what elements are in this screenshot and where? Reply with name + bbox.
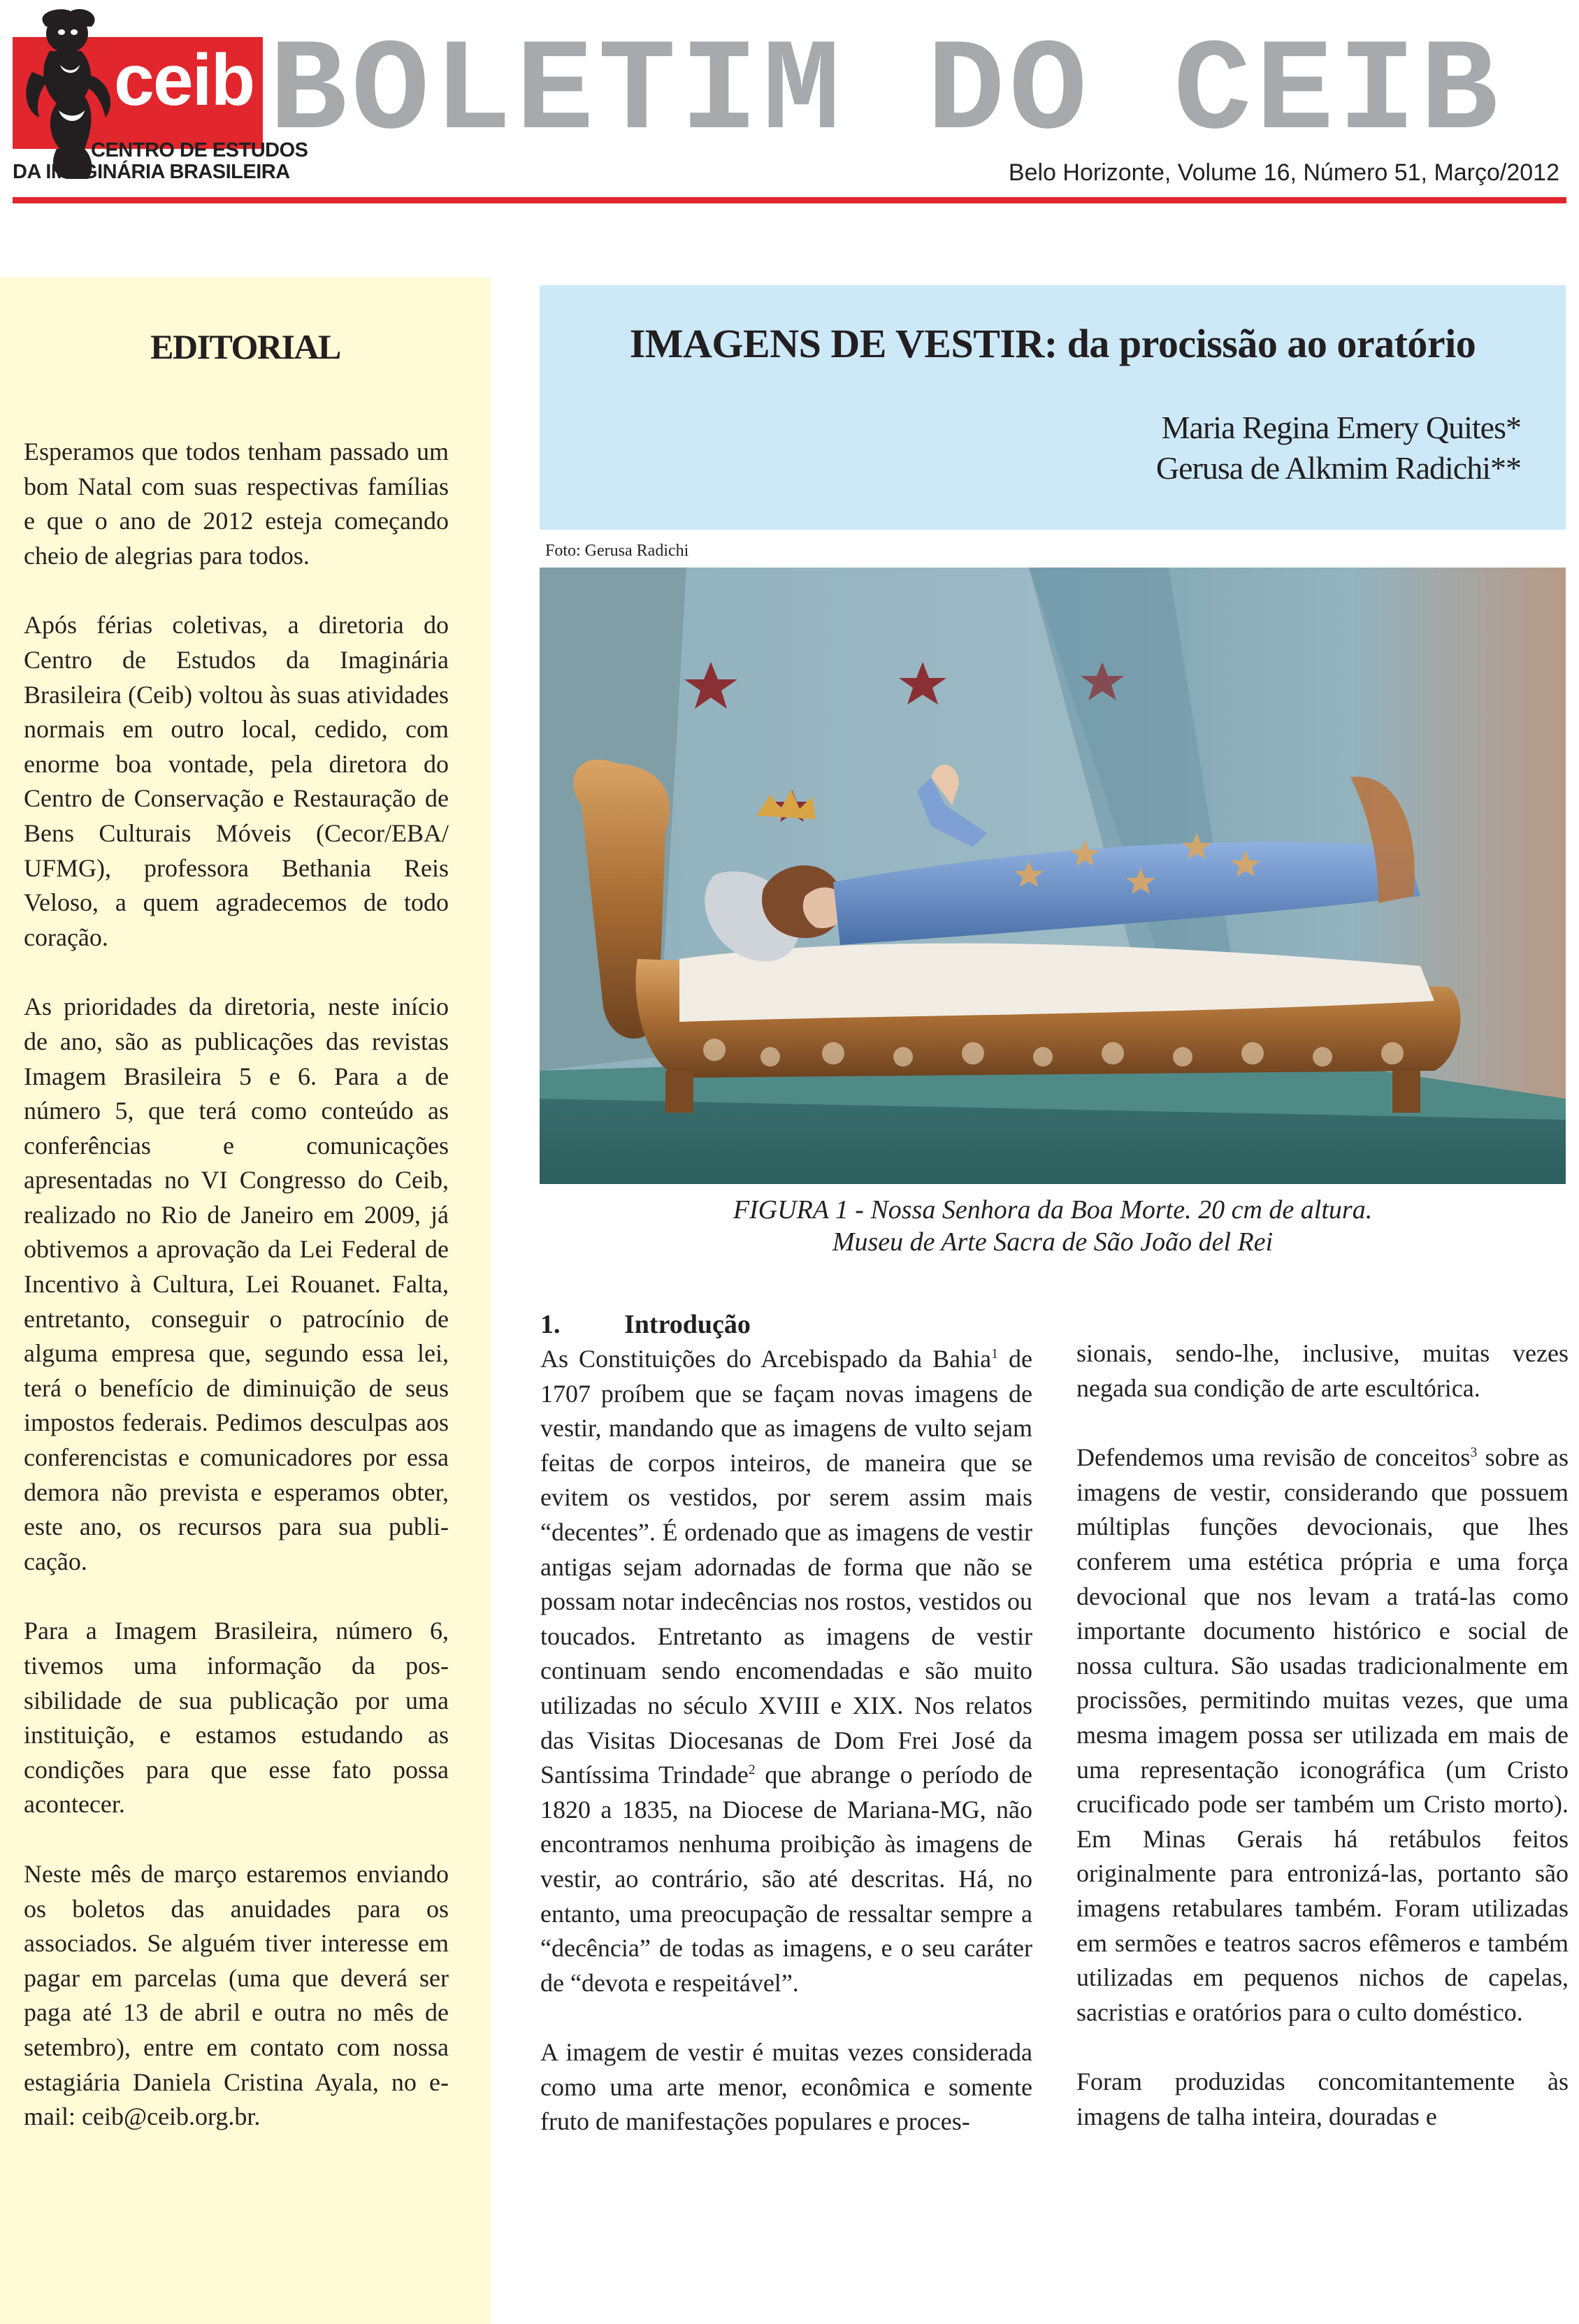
photo-credit: Foto: Gerusa Radichi: [545, 542, 689, 560]
header-rule: [13, 197, 1566, 203]
text-run: Defendemos uma revisão de conceitos: [1076, 1443, 1471, 1472]
caption-line-2: Museu de Arte Sacra de São João del Rei: [832, 1227, 1274, 1257]
editorial-body: [24, 435, 449, 2170]
figure-caption: [540, 1194, 1566, 1258]
text-run: As Constituições do Arcebispado da Bahia: [540, 1345, 992, 1373]
author-name: Maria Regina Emery Quites*: [1161, 410, 1521, 445]
article-column-right: [1076, 1336, 1569, 2169]
footnote-ref: 1: [991, 1346, 998, 1362]
editorial-paragraph: Esperamos que todos tenham passado um bom Natal com suas respectivas famílias e que o ano de 2012 esteja começando cheio de alegrias para todos.: [24, 438, 449, 570]
caption-line-1: FIGURA 1 - Nossa Senhora da Boa Morte. 20 cm de altura.: [733, 1195, 1373, 1225]
editorial-paragraph: Neste mês de março estaremos enviando os boletos das anuidades para os associados. Se alguém tiver interesse em pagar em parcelas (uma que deverá ser paga até 13 de abril e outra no mês de setembro), entre em contato com nossa estagiária Daniela Cristina Ayala, no e-mail: ceib@ceib.org.br.: [24, 1859, 449, 2131]
article-paragraph: sionais, sendo-lhe, inclusive, muitas vezes negada sua condição de arte escultórica.: [1076, 1339, 1569, 1402]
section-title: Introdução: [624, 1310, 751, 1339]
footnote-ref: 3: [1470, 1445, 1478, 1461]
text-run: de 1707 proíbem que se façam novas imagens de vestir, mandando que as imagens de vulto sejam feitas de corpos inteiros, de maneira que se evitem os vestidos, por serem assim mais “decentes”. É ordenado que as imagens de vestir antigas sejam adornadas de forma que não se possam notar indecências nos rostos, vestidos ou toucados. Entretanto as imagens de vestir continuam sendo encomendadas e são muito utilizadas no século XVIII e XIX. Nos relatos das Visitas Diocesanas de Dom Frei José da Santíssima Trindade: [540, 1345, 1032, 1789]
section-number: 1.: [540, 1310, 561, 1339]
masthead-title: BOLETIM DO CEIB: [269, 19, 1503, 166]
editorial-heading: EDITORIAL: [150, 327, 340, 366]
footnote-ref: 2: [748, 1762, 756, 1778]
article-authors: [1156, 407, 1521, 489]
article-title-box: [540, 285, 1566, 530]
figure-photo-nossa-senhora: [540, 568, 1566, 1184]
editorial-paragraph: As prioridades da diretoria, neste início de ano, são as publicações das revistas Imagem Brasileira 5 e 6. Para a de número 5, que terá como conteúdo as conferências e comunicações apresentadas no VI Congresso do Ceib, realizado no Rio de Janeiro em 2009, já obtivemos a aprovação da Lei Federal de Incentivo à Cultura, Lei Rouanet. Falta, entretanto, conseguir o patrocínio de alguma empresa que, segundo essa lei, terá o benefício de diminuição de seus impostos federais. Pedimos desculpas aos conferencistas e comunicadores por essa demora não prevista e esperamos obter, este ano, os recursos para sua publi-cação.: [24, 993, 449, 1575]
editorial-paragraph: Para a Imagem Brasileira, número 6, tivemos uma informação da pos-sibilidade de sua publicação por uma instituição, e estamos estudando as condições para que esse fato possa acontecer.: [24, 1617, 449, 1819]
article-column-left: [540, 1307, 1032, 2174]
article-paragraph: [540, 1342, 1032, 2000]
section-heading: [540, 1307, 1032, 1342]
text-run: que abrange o período de 1820 a 1835, na Diocese de Mariana-MG, não encontramos nenhuma proibição às imagens de vestir, ao contrário, são até descritas. Há, no entanto, uma preocupação de ressaltar sempre a “decência” de todas as imagens, e o seu caráter de “devota e respeitável”.: [540, 1761, 1032, 1997]
author-name: Gerusa de Alkmim Radichi**: [1155, 450, 1521, 486]
logo-subtitle-line2: DA IMAGINÁRIA BRASILEIRA: [13, 161, 290, 183]
editorial-paragraph: Após férias coletivas, a diretoria do Centro de Estudos da Imaginária Brasileira (Ceib) voltou às suas atividades normais em outro local, cedido, com enorme boa vontade, pela diretora do Centro de Conservação e Restauração de Bens Culturais Móveis (Cecor/EBA/ UFMG), professora Bethania Reis Veloso, a quem agradecemos de todo coração.: [24, 611, 449, 951]
text-run: sobre as imagens de vestir, considerando que possuem múltiplas funções devocionais, que lhes conferem uma estética própria e uma força devocional que nos levam a tratá-las como importante documento histórico e social de nossa cultura. São usadas tradicionalmente em procissões, permitindo muitas vezes, que uma mesma imagem possa ser utilizada em mais de uma representação iconográfica (um Cristo crucificado pode ser também um Cristo morto). Em Minas Gerais há retábulos feitos originalmente para entronizá-las, portanto são imagens retabulares também. Foram utilizadas em sermões e teatros sacros efêmeros e também utilizadas em pequenos nichos de capelas, sacristias e oratórios para o culto doméstico.: [1076, 1443, 1569, 2026]
article-paragraph: A imagem de vestir é muitas vezes considerada como uma arte menor, econômica e somente fruto de manifestações populares e proces-: [540, 2038, 1032, 2136]
article-paragraph: Foram produzidas concomitantemente às imagens de talha inteira, douradas e: [1076, 2067, 1569, 2130]
ceib-logo: [13, 6, 308, 184]
issue-line: Belo Horizonte, Volume 16, Número 51, Março/2012: [1008, 159, 1559, 186]
logo-subtitle-line1: CENTRO DE ESTUDOS: [91, 139, 308, 161]
logo-wordmark: ceib: [114, 40, 254, 121]
article-paragraph: [1076, 1441, 1569, 2030]
article-title: IMAGENS DE VESTIR: da procissão ao oratório: [629, 321, 1476, 366]
editorial-sidebar: [0, 277, 491, 2324]
